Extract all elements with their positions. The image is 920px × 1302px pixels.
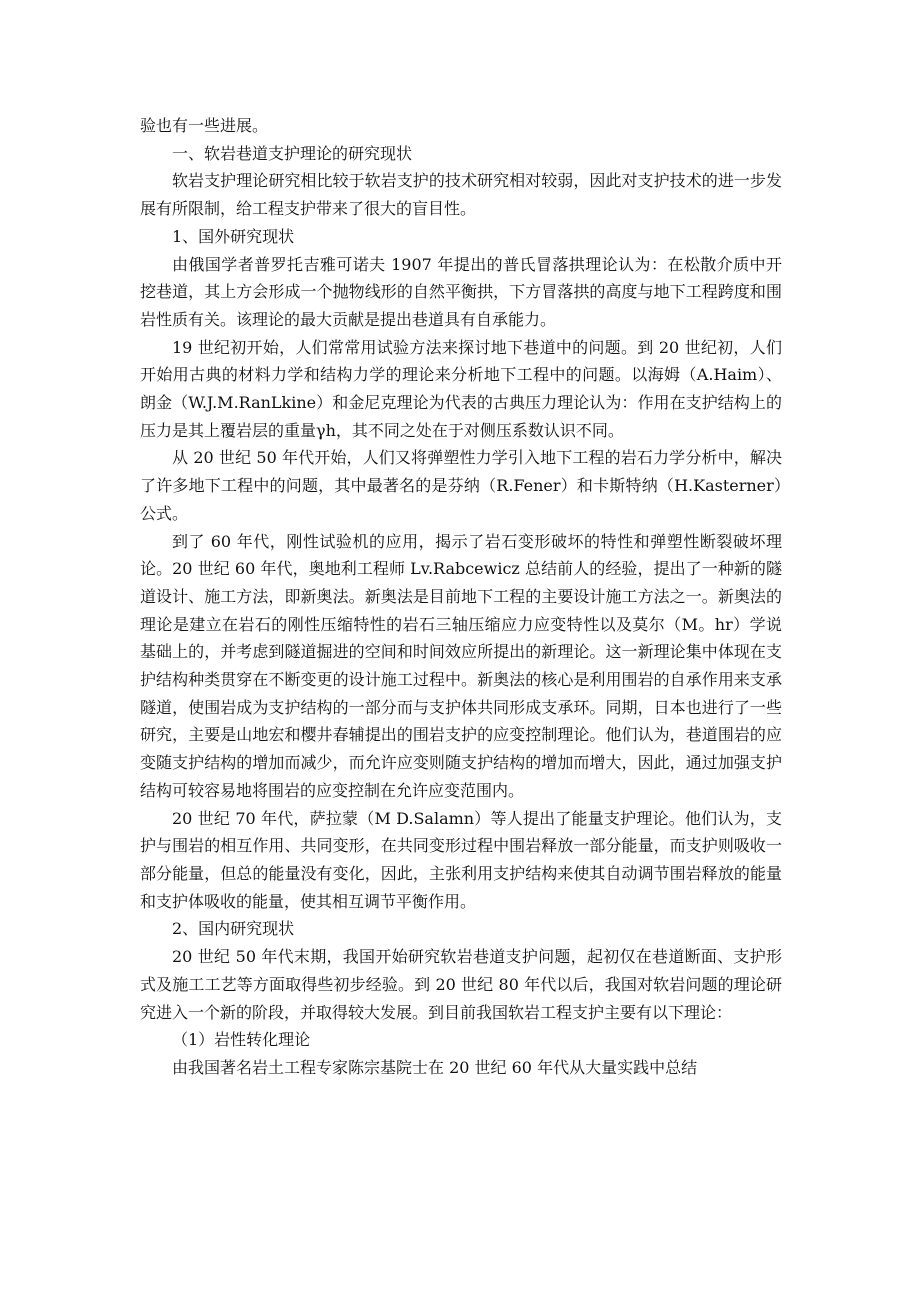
- subsection-heading-domestic: 2、国内研究现状: [172, 919, 295, 939]
- paragraph-domestic: 20 世纪 50 年代末期，我国开始研究软岩巷道支护问题，起初仅在巷道断面、支护形式及施工工艺等方面取得些初步经验。到 20 世纪 80 年代以后，我国对软岩问题的理论研究进入一个新的阶段，并取得较大发展。到目前我国软岩工程支护主要有以下理论：: [140, 947, 782, 1022]
- paragraph-energy-support: 20 世纪 70 年代，萨拉蒙（M D.Salamn）等人提出了能量支护理论。他们认为，支护与围岩的相互作用、共同变形，在共同变形过程中围岩释放一部分能量，而支护则吸收一部分能量，但总的能量没有变化，因此，主张利用支护结构来使其自动调节围岩释放的能量和支护体吸收的能量，使其相互调节平衡作用。: [140, 808, 782, 911]
- paragraph-intro: 软岩支护理论研究相比较于软岩支护的技术研究相对较弱，因此对支护技术的进一步发展有所限制，给工程支护带来了很大的盲目性。: [140, 171, 782, 219]
- subsection-heading-lithology: （1）岩性转化理论: [172, 1030, 311, 1050]
- paragraph-classical-pressure: 19 世纪初开始，人们常常用试验方法来探讨地下巷道中的问题。到 20 世纪初，人们开始用古典的材料力学和结构力学的理论来分析地下工程中的问题。以海姆（A.Haim）、朗金（W.J.M.RanLkine）和金尼克理论为代表的古典压力理论认为：作用在支护结构上的压力是其上覆岩层的重量γh，其不同之处在于对侧压系数认识不同。: [140, 337, 782, 440]
- paragraph-elastoplastic: 从 20 世纪 50 年代开始，人们又将弹塑性力学引入地下工程的岩石力学分析中，解决了许多地下工程中的问题，其中最著名的是芬纳（R.Fener）和卡斯特纳（H.Kasterner）公式。: [140, 448, 782, 523]
- paragraph-continuation: 验也有一些进展。: [140, 116, 269, 135]
- document-page: [140, 112, 782, 1082]
- section-heading-1: 一、软岩巷道支护理论的研究现状: [172, 143, 413, 163]
- subsection-heading-foreign: 1、国外研究现状: [172, 226, 295, 246]
- paragraph-protodyakonov: 由俄国学者普罗托吉雅可诺夫 1907 年提出的普氏冒落拱理论认为：在松散介质中开挖巷道，其上方会形成一个抛物线形的自然平衡拱，下方冒落拱的高度与地下工程跨度和围岩性质有关。该理论的最大贡献是提出巷道具有自承能力。: [140, 254, 782, 329]
- paragraph-natm: 到了 60 年代，刚性试验机的应用，揭示了岩石变形破坏的特性和弹塑性断裂破坏理论。20 世纪 60 年代，奥地利工程师 Lv.Rabcewicz 总结前人的经验，提出了一种新的隧道设计、施工方法，即新奥法。新奥法是目前地下工程的主要设计施工方法之一。新奥法的理论是建立在岩石的刚性压缩特性的岩石三轴压缩应力应变特性以及莫尔（M。hr）学说基础上的，并考虑到隧道掘进的空间和时间效应所提出的新理论。这一新理论集中体现在支护结构种类贯穿在不断变更的设计施工过程中。新奥法的核心是利用围岩的自承作用来支承隧道，使围岩成为支护结构的一部分而与支护体共同形成支承环。同期，日本也进行了一些研究，主要是山地宏和樱井春辅提出的围岩支护的应变控制理论。他们认为，巷道围岩的应变随支护结构的增加而减少，而允许应变则随支护结构的增加而增大，因此，通过加强支护结构可较容易地将围岩的应变控制在允许应变范围内。: [140, 531, 782, 800]
- paragraph-chen-zongji: 由我国著名岩土工程专家陈宗基院士在 20 世纪 60 年代从大量实践中总结: [172, 1057, 698, 1077]
